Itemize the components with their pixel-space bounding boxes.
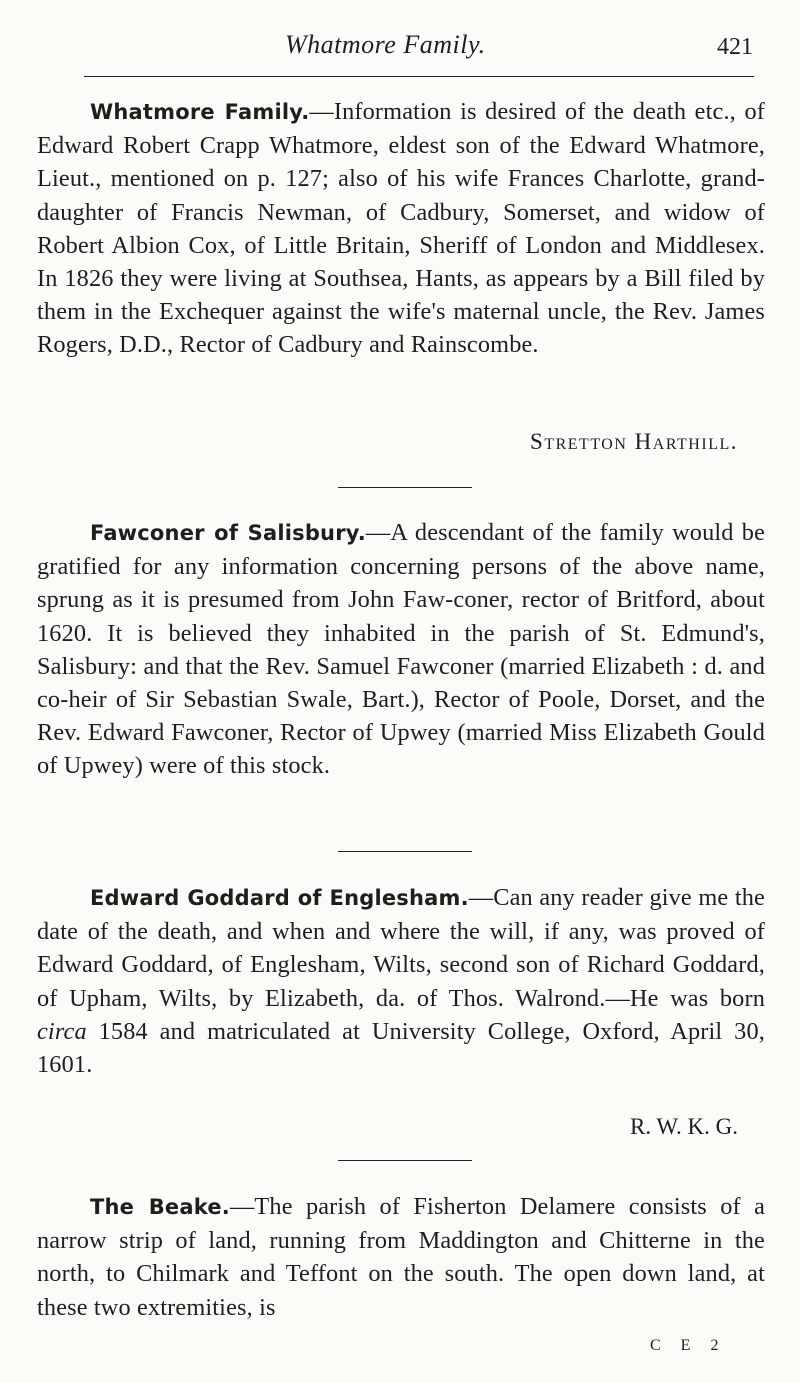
entry-whatmore-family <box>37 95 765 362</box>
header-rule <box>84 76 754 77</box>
entry-paragraph <box>37 95 765 362</box>
entry-text: —A descendant of the family would be gratified for any information concerning persons of the above name, sprung as it is presumed from John Faw-coner, rector of Britford, about 1620. It is believed they inhabited in the parish of St. Edmund's, Salisbury: and that the Rev. Samuel Fawconer (married Elizabeth : d. and co-heir of Sir Sebastian Swale, Bart.), Rector of Poole, Dorset, and the Rev. Edward Fawconer, Rector of Upwey (married Miss Elizabeth Gould of Upwey) were of this stock. <box>37 519 765 780</box>
entry-edward-goddard <box>37 881 765 1081</box>
entry-heading: Edward Goddard of Englesham. <box>90 886 469 910</box>
separator-rule <box>338 851 472 852</box>
entry-paragraph <box>37 881 765 1081</box>
separator-rule <box>338 487 472 488</box>
entry-italic-term: circa <box>37 1017 87 1045</box>
entry-the-beake <box>37 1190 765 1324</box>
entry-text-continued: 1584 and matriculated at University College, Oxford, April 30, 1601. <box>37 1017 765 1079</box>
entry-signature: R. W. K. G. <box>630 1114 738 1139</box>
running-title: Whatmore Family. <box>285 30 486 59</box>
entry-text: —Information is desired of the death etc., of Edward Robert Crapp Whatmore, eldest son of the Edward Whatmore, Lieut., mentioned on p. 127; also of his wife Frances Charlotte, grand-daughter of Francis Newman, of Cadbury, Somerset, and widow of Robert Albion Cox, of Little Britain, Sheriff of London and Middlesex. In 1826 they were living at Southsea, Hants, as appears by a Bill filed by them in the Exchequer against the wife's maternal uncle, the Rev. James Rogers, D.D., Rector of Cadbury and Rainscombe. <box>37 98 765 359</box>
entry-fawconer-of-salisbury <box>37 516 765 783</box>
running-head <box>0 30 800 70</box>
entry-text: —The parish of Fisherton Delamere consists of a narrow strip of land, running from Maddington and Chitterne in the north, to Chilmark and Teffont on the south. The open down land, at these two extremities, is <box>37 1193 765 1321</box>
entry-signature: Stretton Harthill. <box>530 429 738 454</box>
printer-signature-mark: C E 2 <box>650 1337 727 1354</box>
entry-heading: Fawconer of Salisbury. <box>90 521 366 545</box>
entry-paragraph <box>37 1190 765 1324</box>
entry-heading: The Beake. <box>90 1195 230 1219</box>
entry-paragraph <box>37 516 765 783</box>
entry-heading: Whatmore Family. <box>90 100 310 124</box>
entry-text: —Can any reader give me the date of the death, and when and where the will, if any, was proved of Edward Goddard, of Englesham, Wilts, second son of Richard Goddard, of Upham, Wilts, by Elizabeth, da. of Thos. Walrond.—He was born <box>37 884 765 1012</box>
page-number: 421 <box>717 34 753 60</box>
separator-rule <box>338 1160 472 1161</box>
